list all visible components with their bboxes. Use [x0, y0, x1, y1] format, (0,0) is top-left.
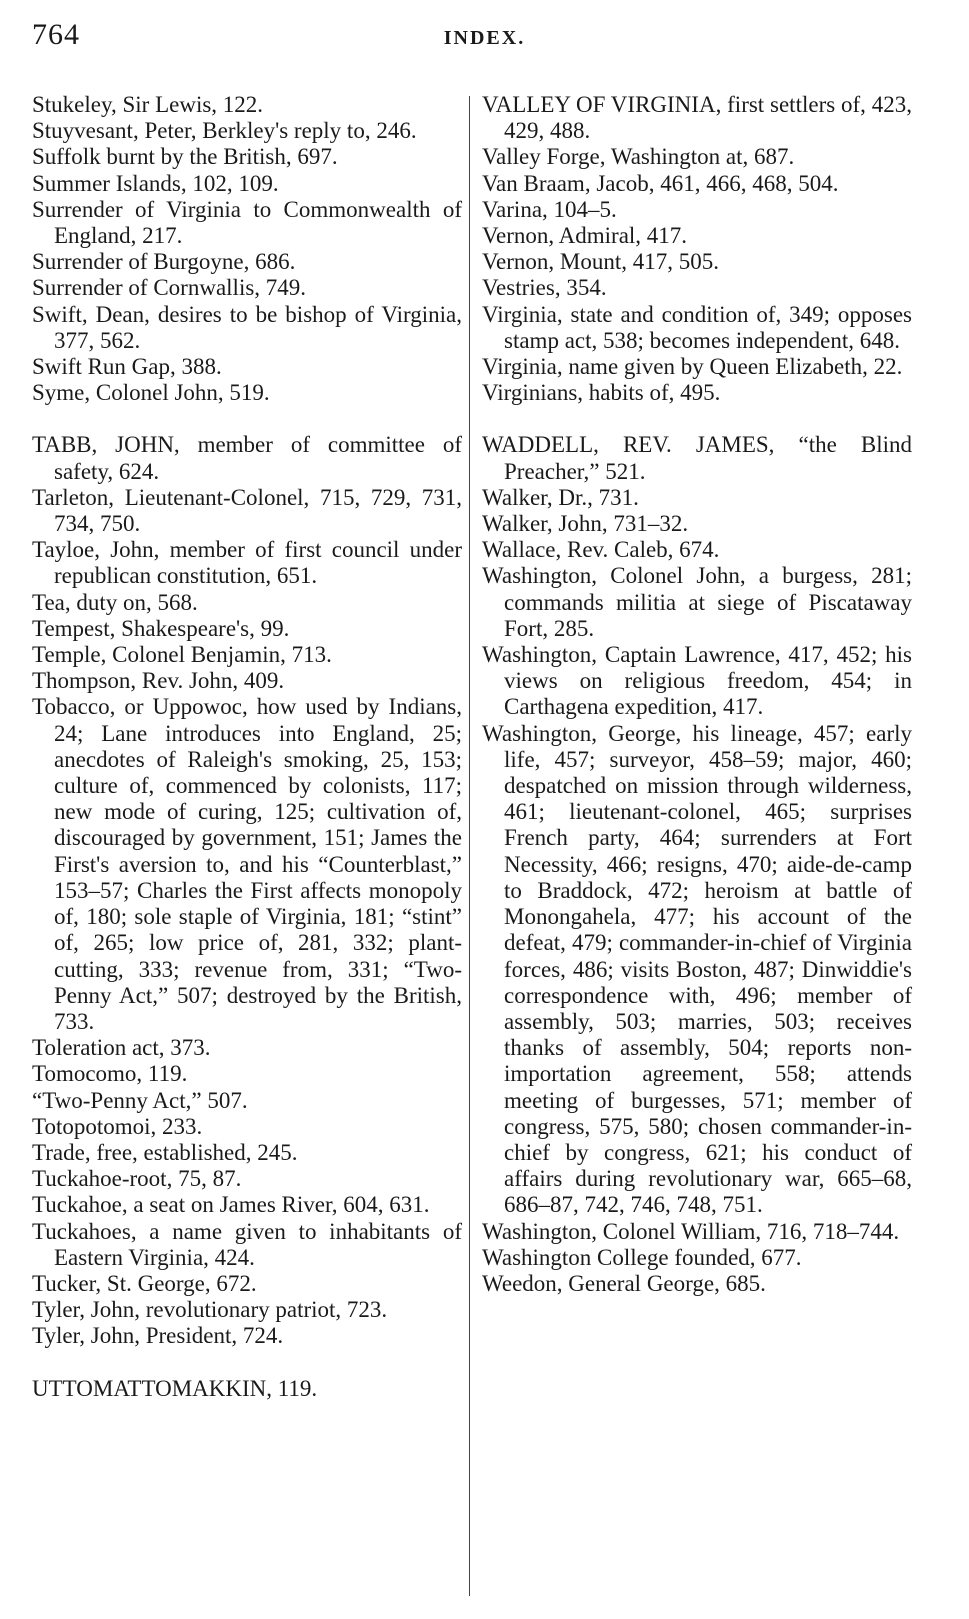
- index-entry: Virginia, state and condition of, 349; opposes stamp act, 538; becomes independent, 648.: [482, 301, 912, 353]
- index-entry: Syme, Colonel John, 519.: [32, 380, 270, 406]
- letter-gap: [32, 1350, 462, 1376]
- letter-gap: [32, 406, 462, 432]
- index-entry: TABB, JOHN, member of committee of safety, 624.: [32, 432, 462, 484]
- index-entry: Surrender of Burgoyne, 686.: [32, 249, 296, 275]
- index-entry: Tuckahoe, a seat on James River, 604, 631.: [32, 1192, 430, 1218]
- index-entry: Swift Run Gap, 388.: [32, 354, 222, 380]
- running-head: INDEX.: [443, 27, 526, 49]
- index-entry: Tuckahoe-root, 75, 87.: [32, 1166, 242, 1192]
- index-entry: Tarleton, Lieutenant-Colonel, 715, 729, 731, 734, 750.: [32, 484, 462, 537]
- index-entry: Temple, Colonel Benjamin, 713.: [32, 642, 332, 668]
- index-entry: Virginia, name given by Queen Elizabeth, 22.: [482, 354, 903, 380]
- index-entry: Tyler, John, President, 724.: [32, 1323, 284, 1349]
- index-column-left: [32, 92, 462, 1402]
- index-entry: Tempest, Shakespeare's, 99.: [32, 615, 290, 641]
- index-entry: WADDELL, REV. JAMES, “the Blind Preacher,” 521.: [482, 432, 912, 484]
- index-entry: Stuyvesant, Peter, Berkley's reply to, 246.: [32, 118, 417, 144]
- index-entry: Tyler, John, revolutionary patriot, 723.: [32, 1297, 388, 1323]
- index-entry: Tucker, St. George, 672.: [32, 1270, 257, 1296]
- index-entry: Van Braam, Jacob, 461, 466, 468, 504.: [482, 170, 839, 196]
- index-entry: Vernon, Mount, 417, 505.: [482, 249, 720, 275]
- index-entry: Tobacco, or Uppowoc, how used by Indians, 24; Lane introduces into England, 25; anecdotes of Raleigh's smoking, 25, 153; culture of, commenced by colonists, 117; new mode of curing, 125; cultivation of, discouraged by government, 151; James the First's aversion to, and his “Counterblast,” 153–57; Charles the First affects monopoly of, 180; sole staple of Virginia, 181; “stint” of, 265; low price of, 281, 332; plant-cutting, 333; revenue from, 331; “Two-Penny Act,” 507; destroyed by the British, 733.: [32, 694, 462, 1034]
- index-entry: VALLEY OF VIRGINIA, first settlers of, 423, 429, 488.: [482, 92, 912, 144]
- index-entry: Washington, Captain Lawrence, 417, 452; his views on religious freedom, 454; in Carthagena expedition, 417.: [482, 642, 912, 720]
- index-entry: Trade, free, established, 245.: [32, 1139, 298, 1165]
- index-entry: Valley Forge, Washington at, 687.: [482, 144, 795, 170]
- index-entry: Tayloe, John, member of first council under republican constitution, 651.: [32, 537, 462, 589]
- index-entry: Surrender of Cornwallis, 749.: [32, 275, 307, 301]
- index-entry: Walker, John, 731–32.: [482, 511, 689, 537]
- index-entry: Surrender of Virginia to Commonwealth of England, 217.: [32, 196, 462, 249]
- index-entry: Washington, George, his lineage, 457; early life, 457; surveyor, 458–59; major, 460; despatched on mission through wilderness, 461; lieutenant-colonel, 465; surprises French party, 464; surrenders at Fort Necessity, 466; resigns, 470; aide-de-camp to Braddock, 472; heroism at battle of Monongahela, 477; his account of the defeat, 479; commander-in-chief of Virginia forces, 486; visits Boston, 487; Dinwiddie's correspondence with, 496; member of assembly, 503; marries, 503; receives thanks of assembly, 504; reports non-importation agreement, 558; attends meeting of burgesses, 571; member of congress, 575, 580; chosen commander-in-chief by congress, 621; his conduct of affairs during revolutionary war, 665–68, 686–87, 742, 746, 748, 751.: [482, 720, 912, 1218]
- index-entry: UTTOMATTOMAKKIN, 119.: [32, 1375, 318, 1401]
- index-entry: Vernon, Admiral, 417.: [482, 223, 688, 249]
- letter-gap: [482, 406, 912, 432]
- index-column-right: [482, 92, 912, 1297]
- index-entry: Weedon, General George, 685.: [482, 1270, 766, 1296]
- index-entry: Stukeley, Sir Lewis, 122.: [32, 92, 264, 117]
- column-divider: [469, 96, 470, 1596]
- index-entry: Wallace, Rev. Caleb, 674.: [482, 537, 720, 563]
- page-number: 764: [32, 18, 80, 51]
- index-entry: Thompson, Rev. John, 409.: [32, 668, 285, 694]
- index-entry: Totopotomoi, 233.: [32, 1113, 203, 1139]
- index-entry: Washington, Colonel William, 716, 718–744.: [482, 1218, 900, 1244]
- index-entry: Washington College founded, 677.: [482, 1244, 802, 1270]
- index-entry: Summer Islands, 102, 109.: [32, 170, 279, 196]
- index-entry: Washington, Colonel John, a burgess, 281; commands militia at siege of Piscataway Fort, 285.: [482, 563, 912, 641]
- index-entry: “Two-Penny Act,” 507.: [32, 1087, 248, 1113]
- index-entry: Varina, 104–5.: [482, 196, 617, 222]
- index-entry: Toleration act, 373.: [32, 1035, 211, 1061]
- index-entry: Vestries, 354.: [482, 275, 607, 301]
- index-entry: Tuckahoes, a name given to inhabitants of Eastern Virginia, 424.: [32, 1218, 462, 1270]
- index-entry: Swift, Dean, desires to be bishop of Virginia, 377, 562.: [32, 301, 462, 353]
- index-entry: Suffolk burnt by the British, 697.: [32, 144, 338, 170]
- index-entry: Virginians, habits of, 495.: [482, 380, 721, 406]
- index-entry: Walker, Dr., 731.: [482, 484, 639, 510]
- index-entry: Tea, duty on, 568.: [32, 589, 198, 615]
- index-entry: Tomocomo, 119.: [32, 1061, 188, 1087]
